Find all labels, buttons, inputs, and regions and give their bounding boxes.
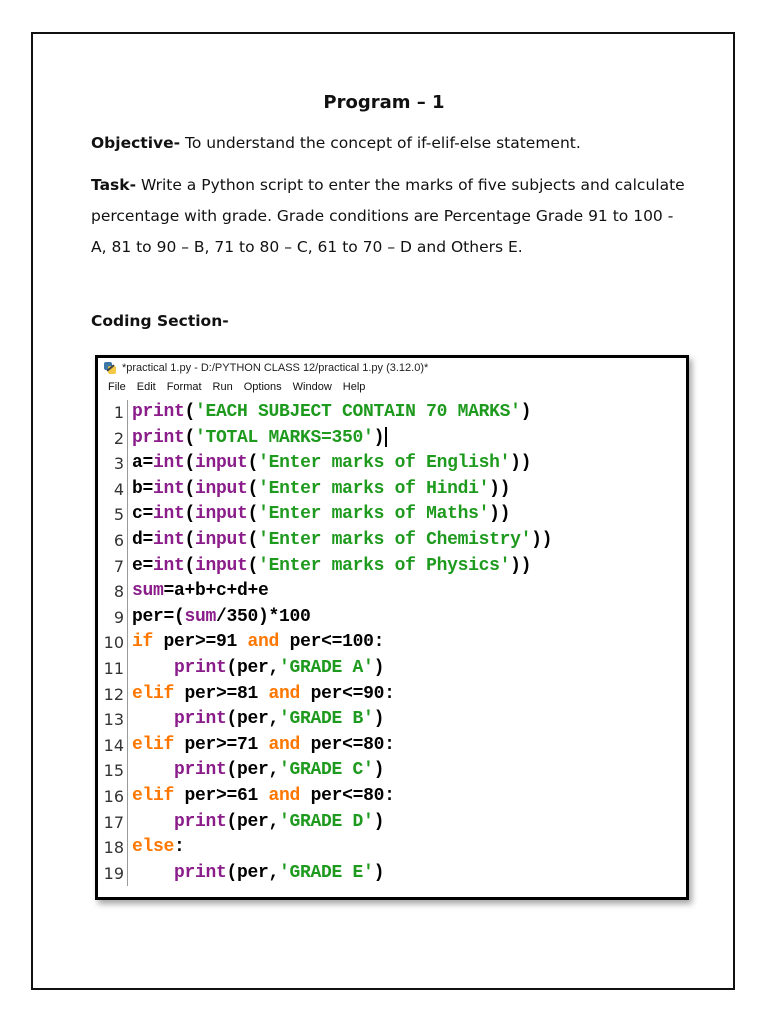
code-token: print bbox=[174, 657, 227, 678]
code-token: 'GRADE E' bbox=[279, 862, 374, 883]
objective-text: To understand the concept of if-elif-else statement. bbox=[180, 134, 581, 152]
line-number: 14 bbox=[103, 735, 124, 755]
code-token: (per, bbox=[226, 657, 280, 678]
code-line bbox=[132, 835, 552, 861]
line-number: 9 bbox=[113, 607, 124, 627]
line-number: 17 bbox=[103, 812, 124, 832]
code-token: per<=100: bbox=[279, 632, 385, 653]
code-token: print bbox=[174, 709, 227, 730]
code-line bbox=[132, 528, 552, 554]
code-token: elif bbox=[132, 785, 175, 806]
code-line bbox=[132, 733, 552, 759]
code-token: ( bbox=[184, 529, 196, 550]
code-token: )) bbox=[489, 478, 511, 499]
code-line bbox=[132, 810, 552, 836]
line-number: 1 bbox=[113, 403, 124, 422]
code-token: and bbox=[268, 734, 301, 755]
menu-format[interactable]: Format bbox=[166, 381, 202, 393]
menu-bar bbox=[98, 378, 686, 396]
line-number: 2 bbox=[113, 428, 124, 448]
code-token: per<=80: bbox=[300, 734, 395, 755]
code-line bbox=[132, 630, 552, 656]
objective-paragraph bbox=[91, 128, 691, 159]
code-line bbox=[132, 707, 552, 733]
line-number: 3 bbox=[113, 454, 124, 474]
code-token bbox=[132, 812, 174, 832]
code-line bbox=[132, 554, 552, 580]
code-token: ( bbox=[184, 555, 196, 576]
code-line bbox=[132, 451, 552, 477]
code-token: input bbox=[195, 504, 248, 525]
code-token: elif bbox=[132, 683, 175, 704]
code-token: ( bbox=[184, 402, 196, 422]
code-line bbox=[132, 656, 552, 682]
code-token: : bbox=[174, 837, 185, 858]
code-token: ) bbox=[373, 862, 385, 883]
code-token: int bbox=[153, 478, 185, 499]
code-token: sum bbox=[184, 606, 217, 627]
code-token: and bbox=[247, 632, 280, 653]
code-token: =a+b+c+d+e bbox=[163, 581, 269, 602]
menu-window[interactable]: Window bbox=[292, 381, 332, 393]
line-number: 5 bbox=[113, 505, 124, 525]
code-token: (per, bbox=[226, 811, 280, 832]
code-line bbox=[132, 400, 552, 426]
code-token: )) bbox=[489, 504, 511, 525]
task-paragraph bbox=[91, 170, 691, 263]
code-token: print bbox=[174, 862, 227, 883]
code-token: 'Enter marks of Chemistry' bbox=[258, 529, 532, 550]
window-title: *practical 1.py - D:/PYTHON CLASS 12/practical 1.py (3.12.0)* bbox=[122, 362, 429, 374]
task-text: Write a Python script to enter the marks of five subjects and calculate percentage with grade. Grade conditions are Percentage Grade 91 to 100 - A, 81 to 90 – B, 71 to 80 – C, 61 to 70 – D and Others E. bbox=[91, 176, 685, 256]
line-number: 18 bbox=[103, 838, 124, 858]
text-cursor bbox=[385, 427, 387, 447]
line-number: 13 bbox=[103, 710, 124, 730]
line-number: 15 bbox=[103, 761, 124, 781]
code-token: )) bbox=[531, 529, 553, 550]
code-token: )) bbox=[510, 555, 532, 576]
menu-file[interactable]: File bbox=[108, 381, 126, 393]
line-number: 10 bbox=[103, 633, 124, 653]
code-line bbox=[132, 861, 552, 887]
code-line bbox=[132, 682, 552, 708]
code-line bbox=[132, 579, 552, 605]
code-token: per<=90: bbox=[300, 683, 395, 704]
code-token: ( bbox=[247, 478, 259, 499]
code-token: ) bbox=[520, 402, 532, 422]
code-token: ( bbox=[184, 453, 196, 474]
code-token: 'EACH SUBJECT CONTAIN 70 MARKS' bbox=[195, 402, 521, 422]
code-token: ( bbox=[184, 427, 196, 448]
code-token: 'GRADE B' bbox=[279, 709, 374, 730]
code-line bbox=[132, 502, 552, 528]
code-token: print bbox=[174, 760, 227, 781]
code-token: (per, bbox=[226, 862, 280, 883]
line-number: 6 bbox=[113, 530, 124, 550]
code-token: /350)*100 bbox=[216, 606, 311, 627]
code-token: ( bbox=[247, 555, 259, 576]
code-token: ( bbox=[247, 529, 259, 550]
code-token: (per, bbox=[226, 709, 280, 730]
code-line bbox=[132, 758, 552, 784]
code-token: print bbox=[174, 811, 227, 832]
task-label: Task- bbox=[91, 176, 137, 194]
code-token: int bbox=[153, 555, 185, 576]
code-token: input bbox=[195, 478, 248, 499]
code-token: int bbox=[153, 453, 185, 474]
code-token: per<=80: bbox=[300, 785, 395, 806]
line-number: 16 bbox=[103, 786, 124, 806]
code-token: per>=91 bbox=[153, 632, 248, 653]
code-token: 'Enter marks of English' bbox=[258, 453, 511, 474]
code-token: (per, bbox=[226, 760, 280, 781]
code-token bbox=[132, 760, 174, 780]
code-token: per>=61 bbox=[174, 785, 269, 806]
code-token: input bbox=[195, 453, 248, 474]
window-titlebar[interactable] bbox=[98, 358, 686, 378]
line-number: 12 bbox=[103, 684, 124, 704]
code-token: 'TOTAL MARKS=350' bbox=[195, 427, 374, 448]
code-token: b= bbox=[132, 478, 154, 499]
menu-options[interactable]: Options bbox=[243, 381, 282, 393]
code-token: ) bbox=[373, 427, 385, 448]
menu-run[interactable]: Run bbox=[212, 381, 233, 393]
line-number-gutter bbox=[98, 400, 128, 886]
code-token: 'Enter marks of Hindi' bbox=[258, 478, 490, 499]
code-token: ( bbox=[184, 504, 196, 525]
line-number: 8 bbox=[113, 582, 124, 602]
code-token: a= bbox=[132, 453, 154, 474]
code-token: ) bbox=[373, 811, 385, 832]
code-token: elif bbox=[132, 734, 175, 755]
code-token bbox=[132, 658, 174, 678]
code-token: 'Enter marks of Physics' bbox=[258, 555, 511, 576]
code-token: per>=71 bbox=[174, 734, 269, 755]
coding-section-heading: Coding Section- bbox=[91, 312, 229, 330]
code-token: ) bbox=[373, 657, 385, 678]
code-token: print bbox=[132, 402, 185, 422]
code-token bbox=[132, 863, 174, 883]
code-token: input bbox=[195, 555, 248, 576]
code-text[interactable] bbox=[128, 400, 552, 886]
menu-edit[interactable]: Edit bbox=[136, 381, 156, 393]
code-token: per>=81 bbox=[174, 683, 269, 704]
line-number: 4 bbox=[113, 479, 124, 499]
code-token: ) bbox=[373, 760, 385, 781]
python-idle-icon bbox=[104, 362, 116, 374]
line-number: 7 bbox=[113, 556, 124, 576]
page-title: Program – 1 bbox=[323, 92, 445, 113]
code-token: ( bbox=[247, 453, 259, 474]
code-token: int bbox=[153, 504, 185, 525]
objective-label: Objective- bbox=[91, 134, 181, 152]
code-token: and bbox=[268, 683, 301, 704]
line-number: 19 bbox=[103, 863, 124, 883]
code-token: ( bbox=[184, 478, 196, 499]
code-token: and bbox=[268, 785, 301, 806]
code-line bbox=[132, 784, 552, 810]
code-token: 'GRADE D' bbox=[279, 811, 374, 832]
code-token: d= bbox=[132, 529, 154, 550]
code-area[interactable] bbox=[98, 400, 686, 886]
code-token: int bbox=[153, 529, 185, 550]
code-token: 'GRADE A' bbox=[279, 657, 374, 678]
code-token: input bbox=[195, 529, 248, 550]
menu-help[interactable]: Help bbox=[342, 381, 366, 393]
code-token: if bbox=[132, 632, 154, 653]
code-line bbox=[132, 605, 552, 631]
idle-editor-window bbox=[95, 355, 689, 900]
code-line bbox=[132, 426, 552, 452]
code-token: c= bbox=[132, 504, 154, 525]
code-token: else bbox=[132, 837, 175, 858]
code-token: 'GRADE C' bbox=[279, 760, 374, 781]
code-token: sum bbox=[132, 581, 164, 602]
code-token: ) bbox=[373, 709, 385, 730]
code-token: )) bbox=[510, 453, 532, 474]
code-token: per=( bbox=[132, 606, 185, 627]
code-token: 'Enter marks of Maths' bbox=[258, 504, 490, 525]
code-token: ( bbox=[247, 504, 259, 525]
code-line bbox=[132, 477, 552, 503]
code-token: print bbox=[132, 427, 185, 448]
code-token bbox=[132, 709, 174, 729]
code-token: e= bbox=[132, 555, 154, 576]
line-number: 11 bbox=[103, 658, 124, 678]
